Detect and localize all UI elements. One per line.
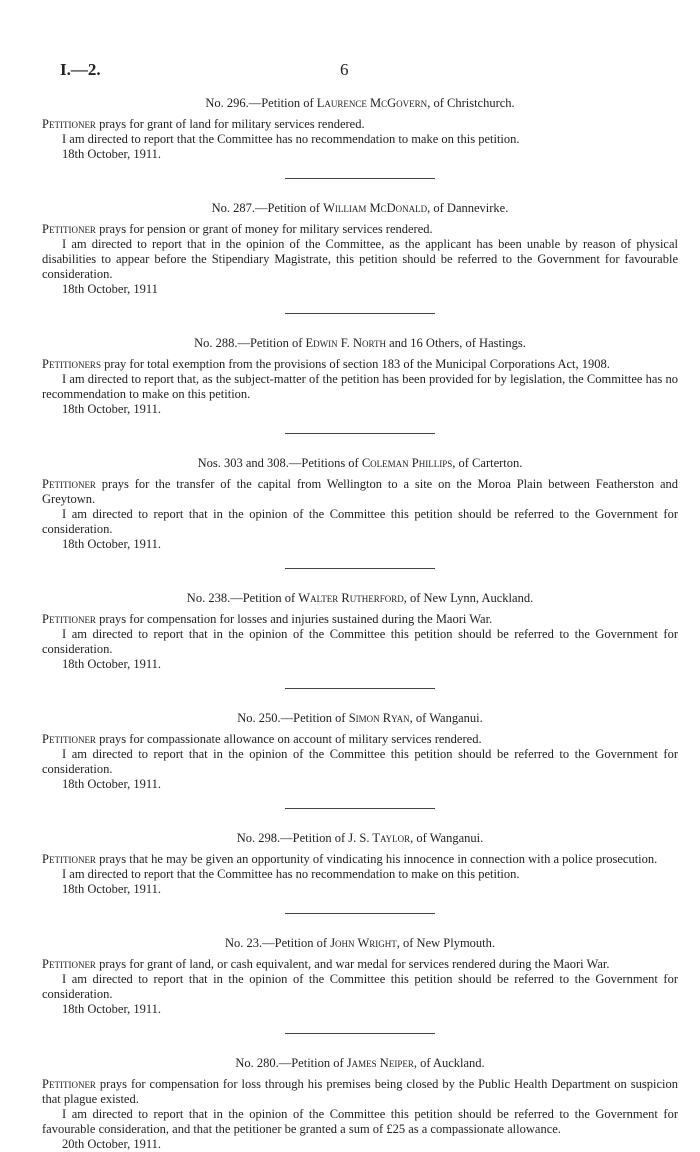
report-date: 18th October, 1911. [62,882,162,896]
petition-entry [42,456,678,552]
committee-report: I am directed to report that the Committee has no recommendation to make on this petition. [62,867,520,881]
petition-entry [42,201,678,297]
committee-report: I am directed to report that in the opinion of the Committee this petition should be referred to the Government for consideration. [42,747,678,776]
petition-title: No. 280.—Petition of James Neiper, of Auckland. [235,1056,485,1070]
committee-report: I am directed to report that the Committee has no recommendation to make on this petition. [62,132,520,146]
petition-entry [42,336,678,417]
petitioner-name: Simon Ryan [348,711,410,725]
petitioner-name: Walter Rutherford [298,591,404,605]
petition-prayer: Petitioner prays for compensation for loss through his premises being closed by the Public Health Department on suspicion that plague existed. [42,1077,678,1106]
separator-rule [285,1033,435,1034]
committee-report: I am directed to report that in the opinion of the Committee this petition should be referred to the Government for consideration. [42,972,678,1001]
petition-prayer: Petitioner prays for compensation for losses and injuries sustained during the Maori War. [42,612,493,626]
petitioner-name: Laurence McGovern [316,96,428,110]
committee-report: I am directed to report that, as the subject-matter of the petition has been provided for by legislation, the Committee has no recommendation to make on this petition. [42,372,678,401]
report-date: 18th October, 1911. [62,537,162,551]
page-number: 6 [340,60,349,79]
separator-rule [285,808,435,809]
committee-report: I am directed to report that in the opinion of the Committee, as the applicant has been unable by reason of physical disabilities to appear before the Stipendiary Magistrate, this petition should be referred to the Government for favourable consideration. [42,237,678,281]
report-date: 18th October, 1911. [62,402,162,416]
report-date: 18th October, 1911. [62,777,162,791]
petition-entry [42,936,678,1017]
petitioner-name: James Neiper [346,1056,414,1070]
petition-title: No. 238.—Petition of Walter Rutherford, of New Lynn, Auckland. [186,591,534,605]
petition-prayer: Petitioners pray for total exemption from the provisions of section 183 of the Municipal Corporations Act, 1908. [42,357,610,371]
separator-rule [285,178,435,179]
petition-entry [42,96,678,162]
petition-prayer: Petitioner prays for pension or grant of money for military services rendered. [42,222,433,236]
petition-title: No. 298.—Petition of J. S. Taylor, of Wanganui. [236,831,484,845]
petition-prayer: Petitioner prays for grant of land for military services rendered. [42,117,365,131]
petitioner-name: William McDonald [323,201,428,215]
petitions-list [42,96,678,1152]
petition-title: No. 296.—Petition of Laurence McGovern, of Christchurch. [205,96,515,110]
report-date: 18th October, 1911 [62,282,158,296]
petitioner-name: J. S. Taylor [348,831,411,845]
petition-entry [42,591,678,672]
petition-prayer: Petitioner prays for the transfer of the capital from Wellington to a site on the Moroa Plain between Featherston and Greytown. [42,477,678,506]
petition-title: No. 250.—Petition of Simon Ryan, of Wanganui. [237,711,483,725]
petition-title: No. 23.—Petition of John Wright, of New Plymouth. [224,936,496,950]
petitioner-name: Coleman Phillips [361,456,453,470]
report-date: 18th October, 1911. [62,147,162,161]
separator-rule [285,688,435,689]
petitioner-name: John Wright [330,936,397,950]
petition-entry [42,1056,678,1152]
committee-report: I am directed to report that in the opinion of the Committee this petition should be referred to the Government for consideration. [42,507,678,536]
report-date: 18th October, 1911. [62,657,162,671]
petition-prayer: Petitioner prays for compassionate allowance on account of military services rendered. [42,732,482,746]
petition-title: No. 287.—Petition of William McDonald, of Dannevirke. [211,201,509,215]
petition-title: No. 288.—Petition of Edwin F. North and 16 Others, of Hastings. [194,336,526,350]
separator-rule [285,913,435,914]
report-date: 18th October, 1911. [62,1002,162,1016]
document-reference: I.—2. [60,60,101,79]
report-date: 20th October, 1911. [62,1137,162,1151]
committee-report: I am directed to report that in the opinion of the Committee this petition should be referred to the Government for favourable consideration, and that the petitioner be granted a sum of £25 as a compassionate allowance. [42,1107,678,1136]
petition-prayer: Petitioner prays that he may be given an opportunity of vindicating his innocence in connection with a police prosecution. [42,852,658,866]
committee-report: I am directed to report that in the opinion of the Committee this petition should be referred to the Government for consideration. [42,627,678,656]
separator-rule [285,313,435,314]
petition-prayer: Petitioner prays for grant of land, or cash equivalent, and war medal for services rendered during the Maori War. [42,957,610,971]
separator-rule [285,568,435,569]
petitioner-name: Edwin F. North [305,336,386,350]
page-header [60,60,660,84]
petition-title: Nos. 303 and 308.—Petitions of Coleman Phillips, of Carterton. [197,456,523,470]
petition-entry [42,831,678,897]
petition-entry [42,711,678,792]
separator-rule [285,433,435,434]
